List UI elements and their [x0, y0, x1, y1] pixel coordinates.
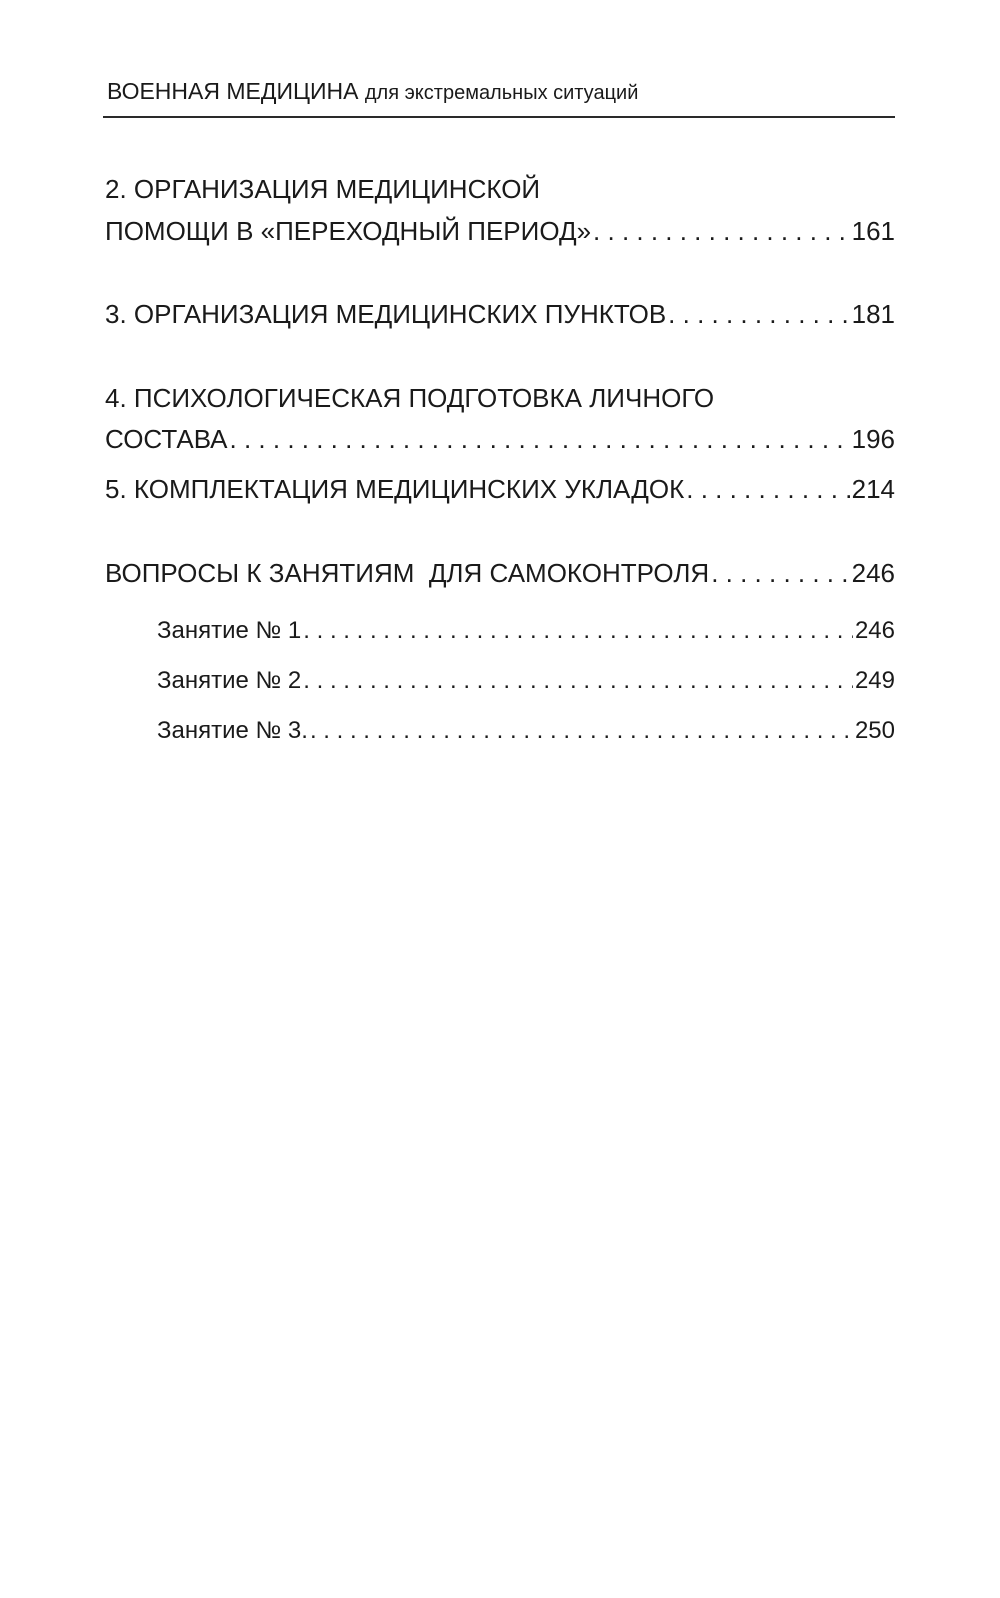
page-number: 181 [851, 299, 895, 329]
leader-dots [310, 714, 853, 748]
page-number: 196 [851, 424, 895, 454]
toc-lesson-2[interactable] [157, 664, 895, 698]
toc-entry-3[interactable] [105, 297, 895, 331]
toc-entry-2-line1: 2. ОРГАНИЗАЦИЯ МЕДИЦИНСКОЙ [105, 174, 541, 204]
leader-dots [303, 664, 853, 698]
toc-lesson-title: Занятие № 2 [157, 667, 302, 694]
page-number: 246 [854, 617, 895, 644]
toc-entry-3-title: 3. ОРГАНИЗАЦИЯ МЕДИЦИНСКИХ ПУНКТОВ [105, 299, 667, 329]
toc-lesson-title: Занятие № 1 [157, 617, 302, 644]
leader-dots [230, 422, 850, 456]
leader-dots [303, 614, 853, 648]
toc-entry-questions[interactable] [105, 556, 895, 590]
page-number: 214 [851, 474, 895, 504]
toc-entry-5-title: 5. КОМПЛЕКТАЦИЯ МЕДИЦИНСКИХ УКЛАДОК [105, 474, 685, 504]
toc-entry-4-line2: СОСТАВА [105, 424, 228, 454]
toc-entry-4[interactable] [105, 422, 895, 456]
page-number: 246 [851, 558, 895, 588]
page-number: 250 [854, 717, 895, 744]
leader-dots [711, 556, 849, 590]
toc-entry-2-line2: ПОМОЩИ В «ПЕРЕХОДНЫЙ ПЕРИОД» [105, 216, 592, 246]
running-head [107, 76, 895, 108]
leader-dots [593, 214, 850, 248]
book-subtitle: для экстремальных ситуаций [364, 82, 639, 104]
header-rule [103, 116, 895, 118]
book-title: ВОЕННАЯ МЕДИЦИНА [107, 78, 359, 104]
toc-entry-2[interactable] [105, 214, 895, 248]
leader-dots [686, 472, 849, 506]
toc-lesson-1[interactable] [157, 614, 895, 648]
leader-dots [668, 297, 849, 331]
page-number: 249 [854, 667, 895, 694]
page-number: 161 [851, 216, 895, 246]
toc-lesson-title: Занятие № 3. [157, 717, 308, 744]
toc-entry-5[interactable] [105, 472, 895, 506]
toc-lesson-3[interactable] [157, 714, 895, 748]
toc-entry-questions-title: ВОПРОСЫ К ЗАНЯТИЯМ ДЛЯ САМОКОНТРОЛЯ [105, 558, 710, 588]
toc-entry-4-line1: 4. ПСИХОЛОГИЧЕСКАЯ ПОДГОТОВКА ЛИЧНОГО [105, 383, 715, 413]
